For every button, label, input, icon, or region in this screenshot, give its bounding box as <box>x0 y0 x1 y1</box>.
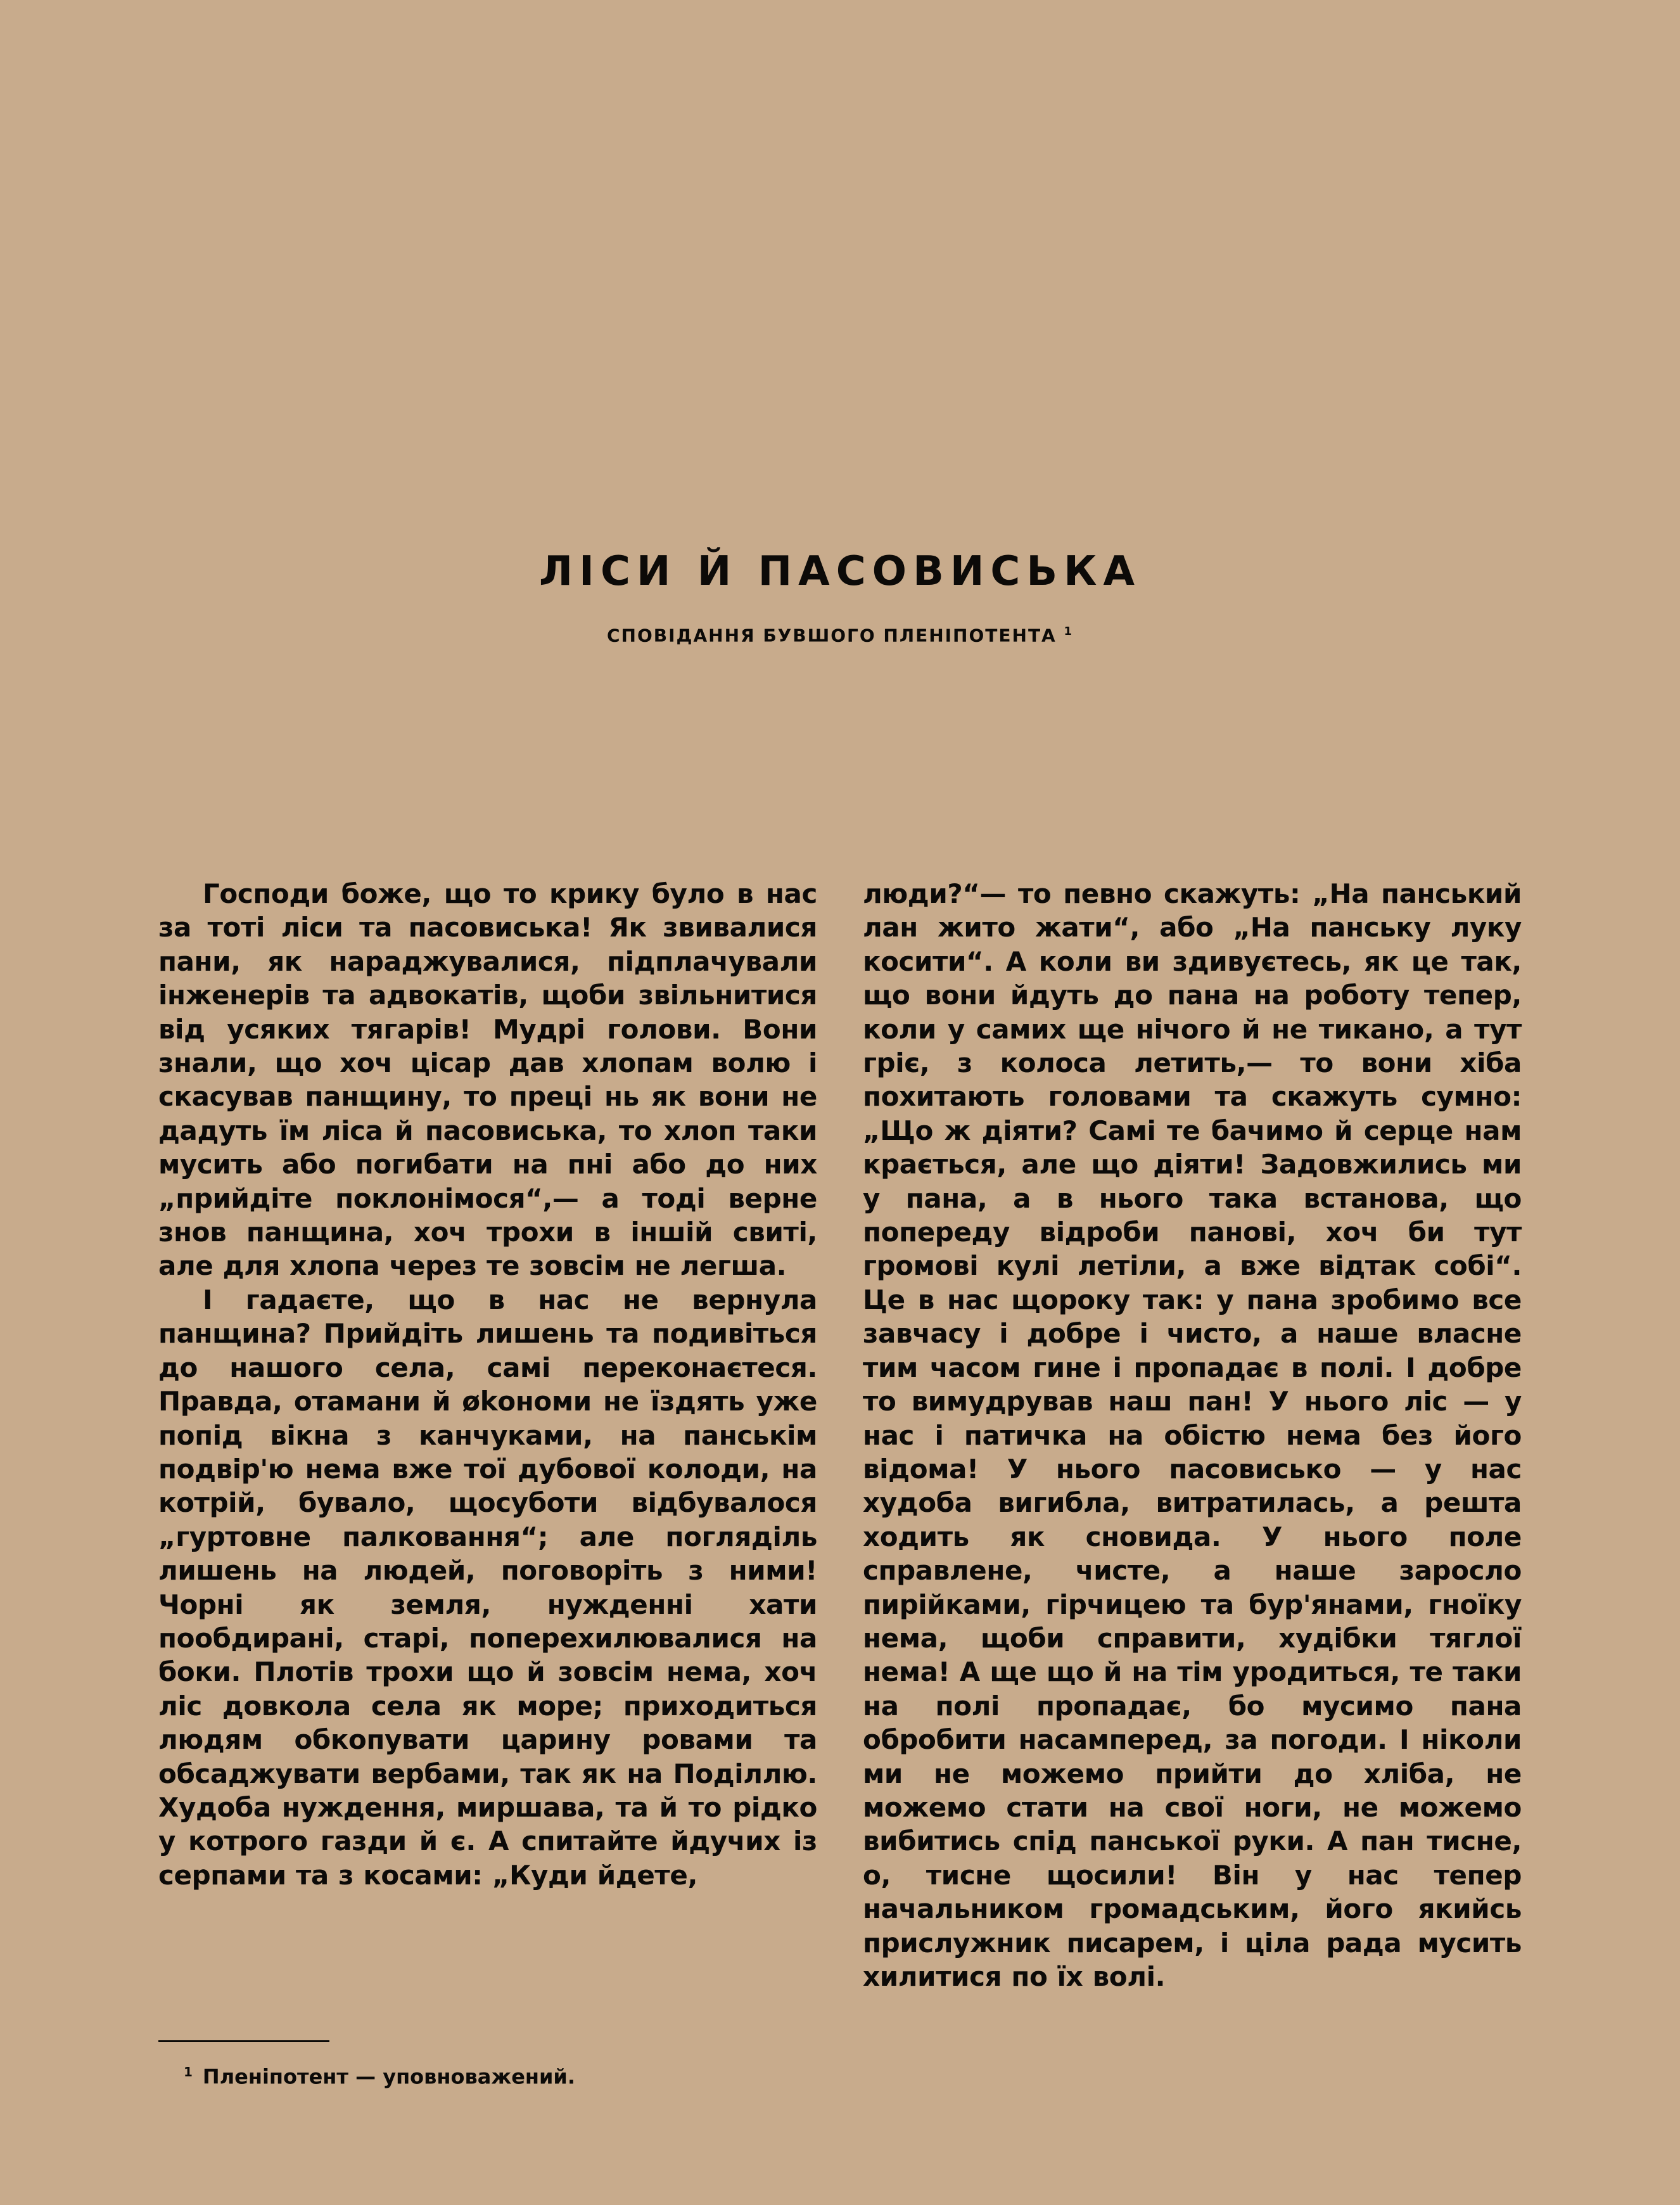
footnote-reference: 1 <box>1064 625 1073 638</box>
footnote-marker: 1 <box>184 2064 193 2080</box>
article-title: ЛІСИ Й ПАСОВИСЬКА <box>538 548 1142 595</box>
footnote-divider <box>158 2040 329 2042</box>
footnote-text: Пленіпотент — уповноважений. <box>202 2064 575 2089</box>
footnote <box>184 2059 754 2090</box>
right-column <box>863 877 1522 1993</box>
subtitle-text: СПОВІДАННЯ БУВШОГО ПЛЕНІПОТЕНТА <box>607 625 1057 646</box>
paragraph: І гадаєте, що в нас не вернула панщина? Прийдіть лишень та подивіться до нашого села, самі переконаєтеся. Правда, отамани й økономи не їздять уже попід вікна з канчуками, на панськім подвір'ю нема вже тої дубової колоди, на котрій, бувало, щосуботи відбувалося „гуртовне палковання“; але погляділь лишень на людей, поговоріть з ними! Чорні як земля, нужденні хати пообдирані, старі, попереxилювалися на боки. Плотів трохи що й зовсім нема, хоч ліс довкола села як море; приходиться людям обкопувати царину ровами та обсаджувати вербами, так як на Поділлю. Худоба нуждення, миршава, та й то рідко у котрого газди й є. А спитайте йдучих із серпами та з косами: „Куди йдете, <box>158 1284 817 1891</box>
paragraph-continuation: люди?“— то певно скажуть: „На панський лан жито жати“, або „На панську луку косити“. А коли ви здивуєтесь, як це так, що вони йдуть до пана на роботу тепер, коли у самих ще нічого й не тикано, а тут гріє, з колоса летить,— то вони хіба похитають головами та скажуть сумно: „Що ж діяти? Самі те бачимо й серце нам крається, але що діяти! Задовжились ми у пана, а в нього така встанова, що попереду відроби панові, хоч би тут громові кулі летіли, а вже відтак собі“. Це в нас щороку так: у пана зробимо все завчасу і добре і чисто, а наше власне тим часом гине і пропадає в полі. І добре то вимудрував наш пан! У нього ліс — у нас і патичка на обістю нема без його відома! У нього пасовисько — у нас худоба вигибла, витратилась, а решта ходить як сновида. У нього поле справлене, чисте, а наше заросло пирійками, гірчицею та бур'янами, гноїку нема, щоби справити, худібки тяглої нема! А ще що й на тім уродиться, те таки на полі пропадає, бо мусимо пана обробити насамперед, за погоди. І ніколи ми не можемо прийти до хліба, не можемо стати на свої ноги, не можемо вибитись спід панської руки. А пан тисне, о, тисне щосили! Він у нас тепер начальником громадським, його якийсь прислужник писарем, і ціла рада мусить хилитися по їх волі. <box>863 878 1522 1992</box>
left-column <box>158 877 817 1892</box>
article-subtitle <box>0 626 1680 644</box>
paragraph: Господи боже, що то крику було в нас за тоті ліси та пасовиська! Як звивалися пани, як нараджувалися, підплачували інженерів та адвокатів, щоби звільнитися від усяких тягарів! Мудрі голови. Вони знали, що хоч цісар дав хлопам волю і скасував панщину, то преці нь як вони не дадуть їм ліса й пасовиська, то хлоп таки мусить або погибати на пні або до них „прийдіте поклонімося“,— а тоді верне знов панщина, хоч трохи в іншій свиті, але для хлопа через те зовсім не легша. <box>158 878 817 1282</box>
